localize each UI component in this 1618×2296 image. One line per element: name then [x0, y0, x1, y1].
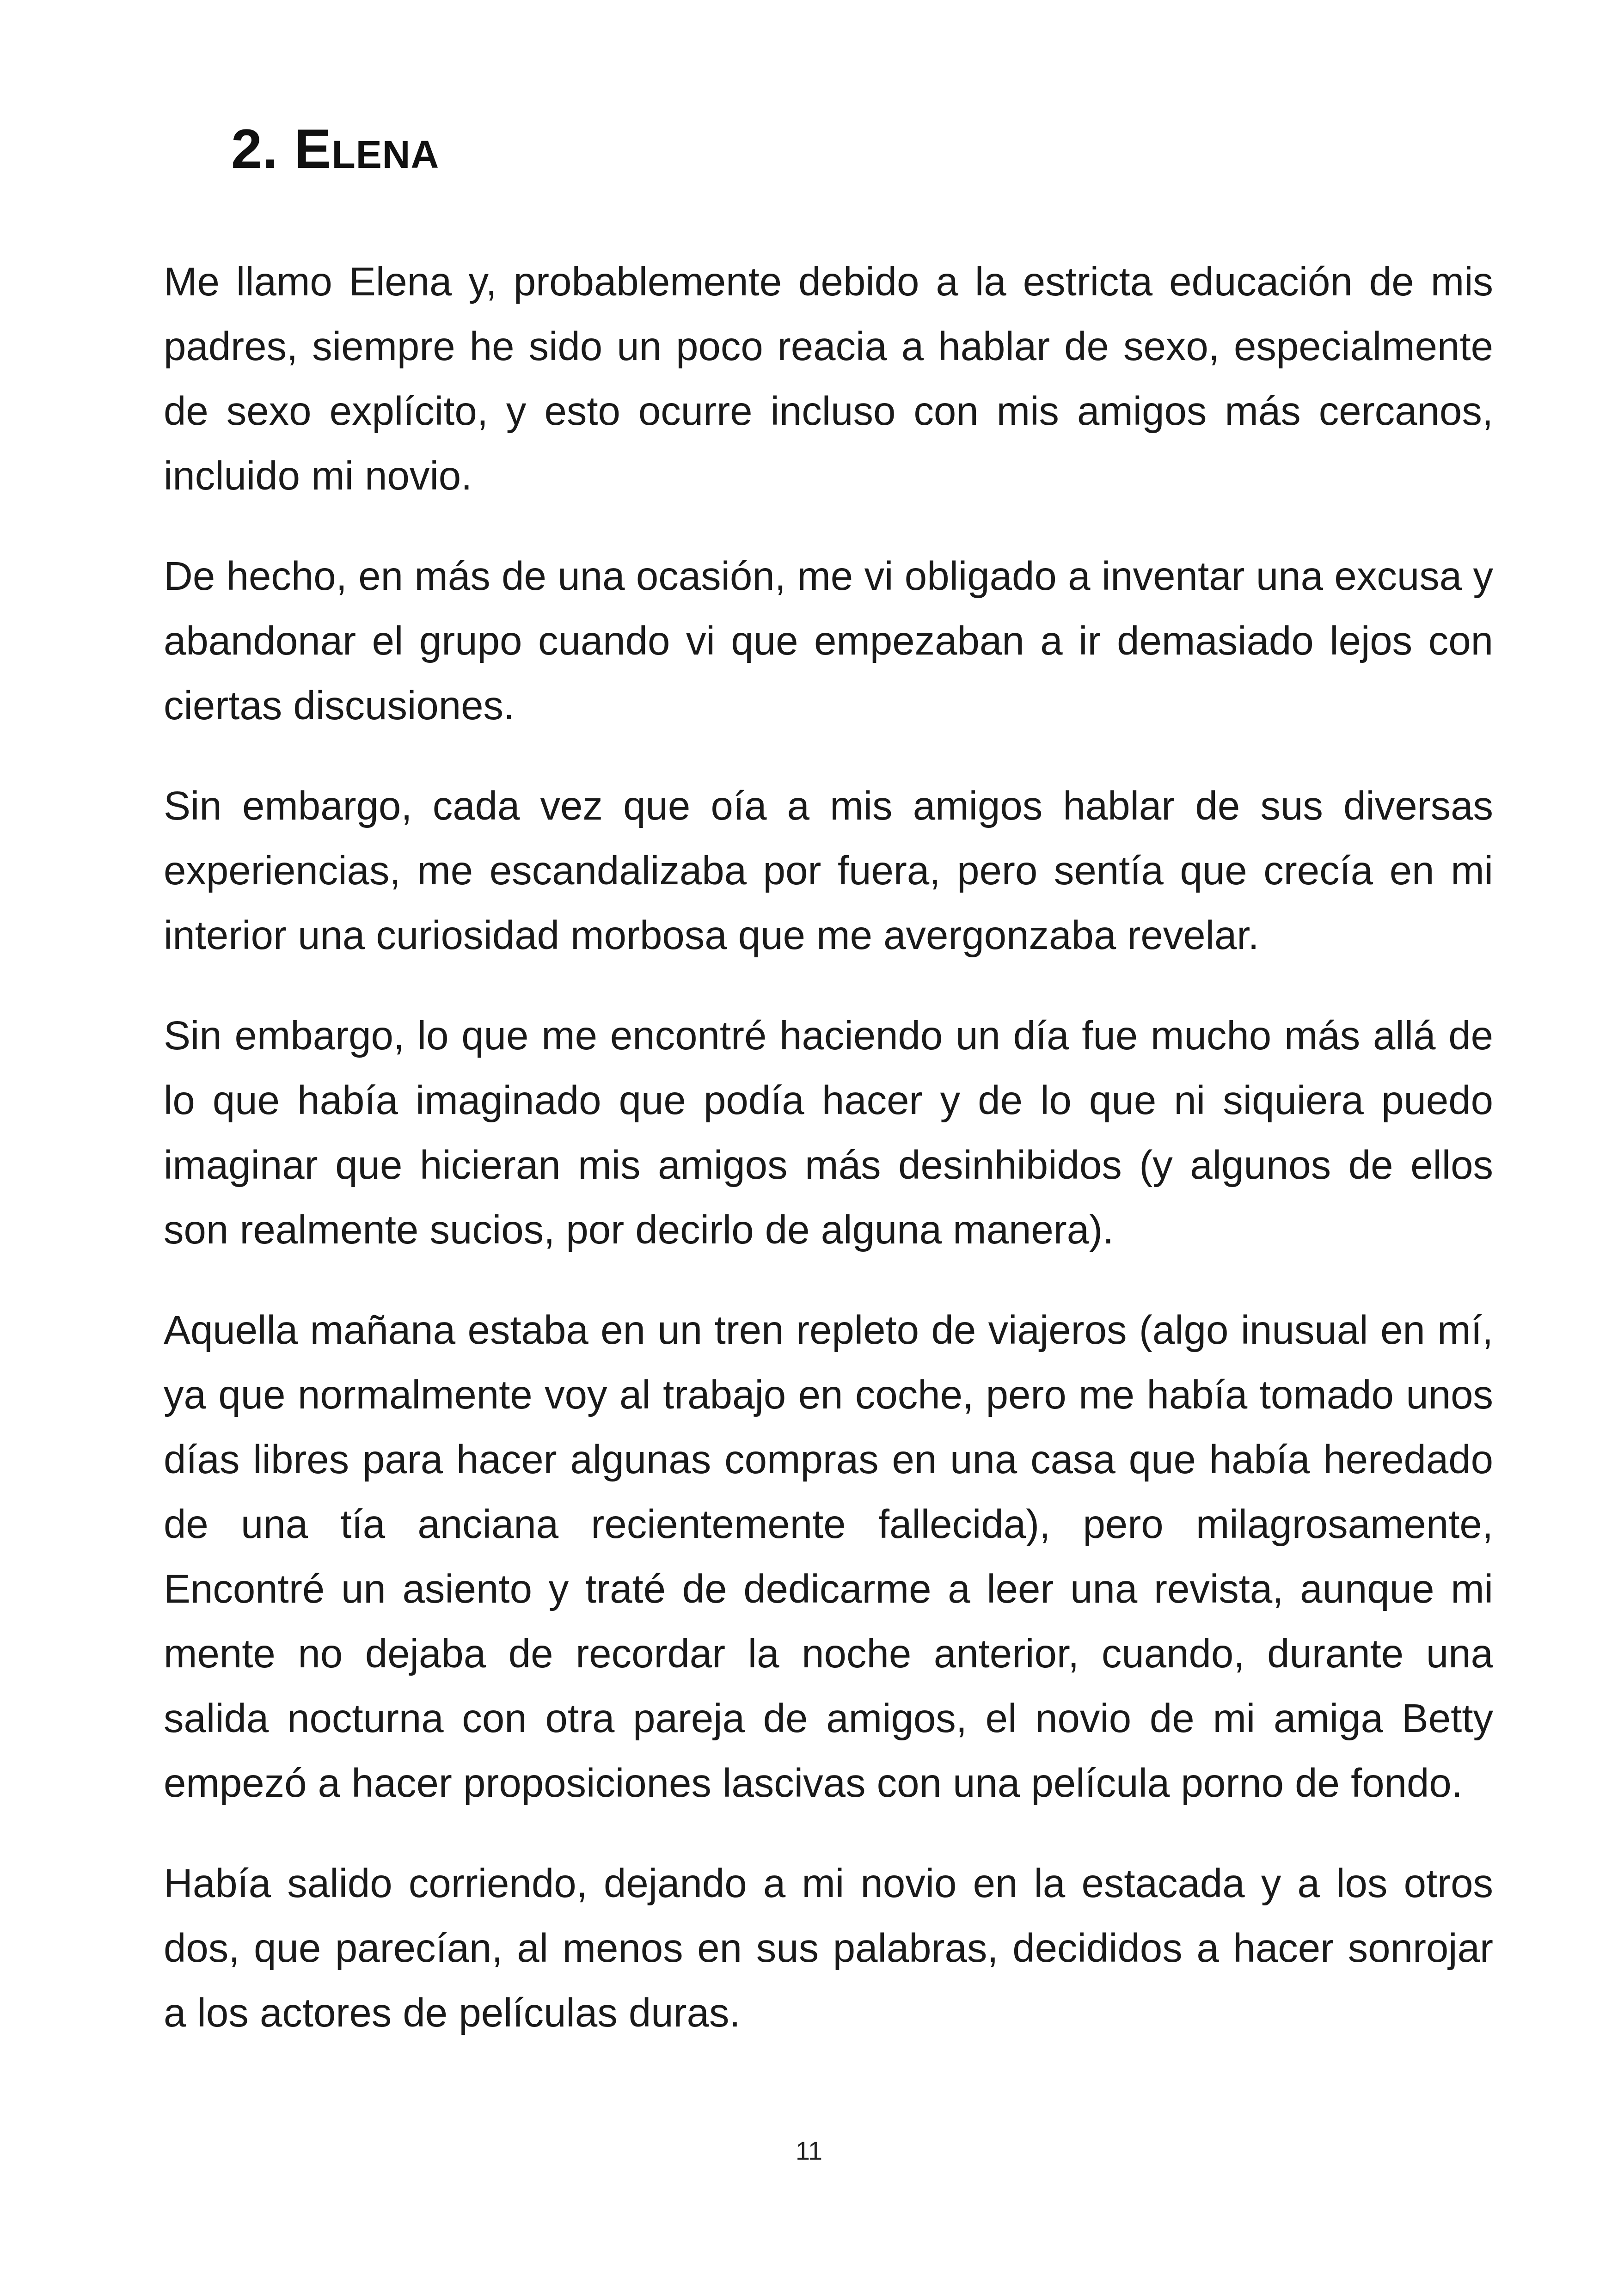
paragraph: Sin embargo, cada vez que oía a mis amigos hablar de sus diversas experiencias, me escandalizaba por fuera, pero sentía que crecía en mi interior una curiosidad morbosa que me avergonzaba revelar. [164, 784, 1493, 958]
paragraph: Aquella mañana estaba en un tren repleto de viajeros (algo inusual en mí, ya que normalmente voy al trabajo en coche, pero me había tomado unos días libres para hacer algunas compras en una casa que había heredado de una tía anciana recientemente fallecida), pero milagrosamente, Encontré un asiento y traté de dedicarme a leer una revista, aunque mi mente no dejaba de recordar la noche anterior, cuando, durante una salida nocturna con otra pareja de amigos, el novio de mi amiga Betty empezó a hacer proposiciones lascivas con una película porno de fondo. [164, 1308, 1493, 1806]
body-text [164, 250, 1493, 2081]
chapter-heading [231, 116, 439, 182]
paragraph: Sin embargo, lo que me encontré haciendo un día fue mucho más allá de lo que había imaginado que podía hacer y de lo que ni siquiera puedo imaginar que hicieran mis amigos más desinhibidos (y algunos de ellos son realmente sucios, por decirlo de alguna manera). [164, 1013, 1493, 1252]
paragraph: De hecho, en más de una ocasión, me vi obligado a inventar una excusa y abandonar el grupo cuando vi que empezaban a ir demasiado lejos con ciertas discusiones. [164, 554, 1493, 728]
chapter-title: Elena [294, 118, 440, 180]
paragraph: Había salido corriendo, dejando a mi novio en la estacada y a los otros dos, que parecían, al menos en sus palabras, decididos a hacer sonrojar a los actores de películas duras. [164, 1861, 1493, 2035]
paragraph: Me llamo Elena y, probablemente debido a la estricta educación de mis padres, siempre he sido un poco reacia a hablar de sexo, especialmente de sexo explícito, y esto ocurre incluso con mis amigos más cercanos, incluido mi novio. [164, 259, 1493, 498]
page-number: 11 [795, 2136, 823, 2165]
chapter-number: 2. [231, 118, 279, 180]
